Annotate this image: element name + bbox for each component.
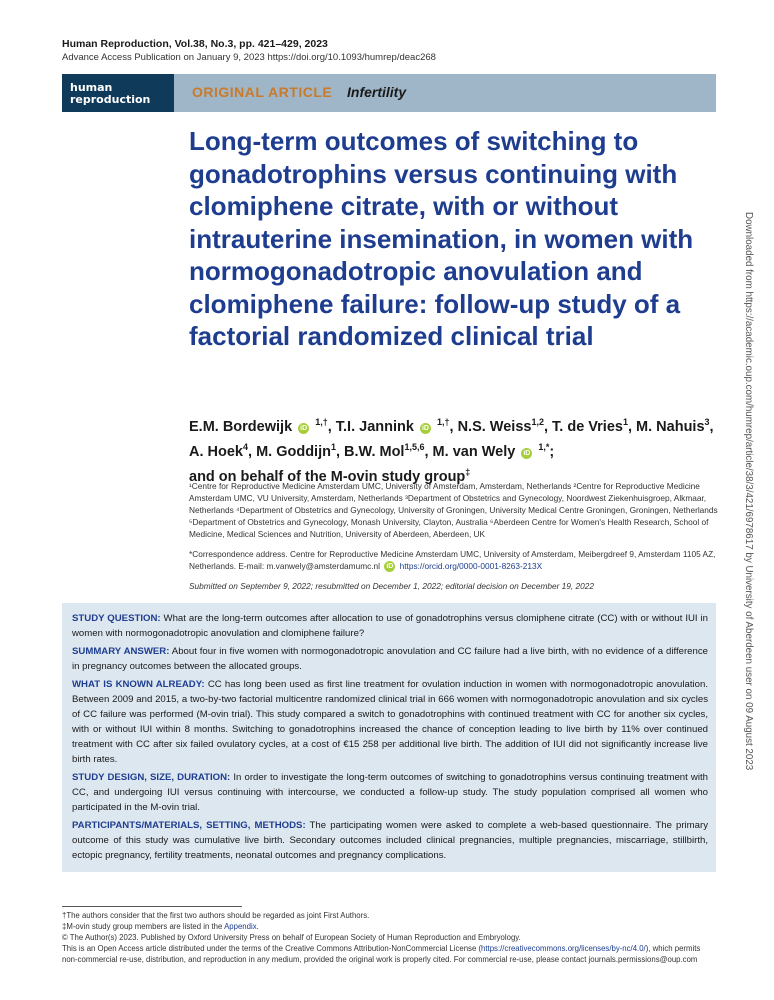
author-list-separator: ; (549, 443, 555, 460)
abstract-box (62, 603, 716, 872)
footnote-joint-authors: †The authors consider that the first two authors should be regarded as joint First Authors. (62, 911, 370, 920)
section-text: The participating women were asked to complete a web-based questionnaire. The primary outcome of this study was cumulative live birth. Secondary outcomes included clinical pregnancies, multiple pregnancies, miscarriage, stillbirth, ectopic pregnancy, fertility treatments, neonatal outcomes and pregnancy complications. (72, 820, 708, 861)
author-affiliation-mark: 1,† (315, 417, 328, 427)
author-list (189, 412, 729, 486)
author-affiliation-mark: 1,2 (531, 417, 544, 427)
journal-logo (62, 74, 174, 112)
download-watermark (740, 212, 760, 792)
section-heading: PARTICIPANTS/MATERIALS, SETTING, METHODS: (72, 820, 306, 831)
journal-citation: Human Reproduction, Vol.38, No.3, pp. 421–429, 2023 (62, 38, 328, 50)
author-name[interactable]: , M. van Wely (424, 443, 516, 460)
abstract-known-already (72, 677, 708, 767)
orcid-icon[interactable]: iD (421, 424, 429, 432)
author-affiliation-mark: 3 (704, 417, 710, 427)
footnote-divider (62, 906, 242, 907)
footnote-text: ‡M-ovin study group members are listed in the (62, 922, 225, 931)
author-name[interactable]: , B.W. Mol (336, 443, 405, 460)
abstract-summary-answer (72, 644, 708, 674)
footnote-text: ), which permits non-commercial re-use, distribution, and reproduction in any medium, provided the original work is properly cited. For commercial re-use, please contact journals.permissions@oup.com (62, 944, 701, 964)
study-group: and on behalf of the M-ovin study group (189, 468, 466, 485)
article-type: ORIGINAL ARTICLE (192, 84, 333, 100)
article-banner (62, 74, 716, 112)
author-name[interactable]: , T. de Vries (543, 418, 623, 435)
study-group-mark: ‡ (465, 466, 471, 477)
author-affiliation-mark: 1,† (437, 417, 450, 427)
section-text: CC has long been used as first line treatment for ovulation induction in women with normogonadotropic anovulation. Between 2009 and 2015, a two-by-two factorial multicentre randomized clinical trial in 666 women with normogonadotropic anovulation and six cycles of CC failure was performed (M-ovin trial). This study compared a switch to gonadotrophins with continued treatment with CC for another six cycles, with or without IUI within 8 months. Switching to gonadotrophins increased the chance of conception leading to live birth by 11% over continued treatment with CC after six failed ovulatory cycles, at a cost of €15 258 per additional live birth. The addition of IUI did not significantly increase live birth rates. (72, 679, 708, 765)
correspondence (189, 548, 719, 572)
author-affiliation-mark: 4 (243, 441, 249, 452)
author-name[interactable]: , M. Nahuis (627, 418, 705, 435)
license-link[interactable]: https://creativecommons.org/licenses/by-nc/4.0/ (481, 944, 646, 953)
author-affiliation-mark: 1 (330, 441, 336, 452)
submission-dates: Submitted on September 9, 2022; resubmitted on December 1, 2022; editorial decision on December 19, 2022 (189, 581, 594, 591)
download-watermark-text: Downloaded from https://academic.oup.com/humrep/article/38/3/421/6978617 by University of Aberdeen user on 09 August 2023 (743, 212, 754, 771)
author-name[interactable]: , T.I. Jannink (327, 418, 414, 435)
author-name[interactable]: E.M. Bordewijk (189, 418, 293, 435)
article-title: Long-term outcomes of switching to gonadotrophins versus continuing with clomiphene citrate, with or without intrauterine insemination, in women with normogonadotropic anovulation and clomiphene failure: follow-up study of a factorial randomized clinical trial (189, 126, 694, 351)
orcid-icon[interactable]: iD (523, 449, 531, 457)
affiliations: ¹Centre for Reproductive Medicine Amsterdam UMC, University of Amsterdam, Amsterdam, Netherlands ²Centre for Reproductive Medicine Amsterdam UMC, VU University, Amsterdam, Netherlands ³Department of Obstetrics and Gynecology, Noordwest Ziekenhuisgroep, Alkmaar, Netherlands ⁴Department of Obstetrics and Gynecology, University of Groningen, University Medical Centre Groningen, Groningen, Netherlands ⁵Department of Obstetrics and Gynecology, Monash University, Clayton, Australia ⁶Aberdeen Centre for Women's Health Research, School of Medicine, Medical Sciences and Nutrition, University of Aberdeen, Aberdeen, UK (189, 481, 718, 539)
orcid-icon[interactable]: iD (386, 563, 394, 570)
section-text: About four in five women with normogonadotropic anovulation and CC failure had a live birth, with no evidence of a difference in pregnancy outcomes between the allocated groups. (72, 646, 708, 672)
section-heading: STUDY QUESTION: (72, 613, 161, 624)
correspondence-text: *Correspondence address. Centre for Reproductive Medicine Amsterdam UMC, University of Amsterdam, Meibergdreef 9, Amsterdam 1105 AZ, Netherlands. E-mail: m.vanwely@amsterdamumc.nl (189, 549, 716, 571)
author-name[interactable]: , A. Hoek (189, 418, 714, 460)
author-affiliation-mark: 1,* (538, 441, 550, 452)
logo-line-1: human (70, 81, 113, 94)
section-text: In order to investigate the long-term outcomes of switching to gonadotrophins versus continuing treatment with CC, and undergoing IUI versus continuing with intercourse, we conducted a follow-up study. The study population comprised all women who participated in the M-ovin trial. (72, 772, 708, 813)
section-heading: STUDY DESIGN, SIZE, DURATION: (72, 772, 231, 783)
footnote-license (62, 943, 716, 965)
publication-info: Advance Access Publication on January 9, 2023 https://doi.org/10.1093/humrep/deac268 (62, 52, 436, 63)
abstract-participants (72, 818, 708, 863)
author-affiliation-mark: 1,5,6 (404, 441, 425, 452)
orcid-link[interactable]: https://orcid.org/0000-0001-8263-213X (399, 561, 543, 571)
author-affiliation-mark: 1 (622, 417, 628, 427)
abstract-study-design (72, 770, 708, 815)
section-text: What are the long-term outcomes after allocation to use of gonadotrophins versus clomiphene citrate (CC) with or without IUI in women with normogonadotropic anovulation and clomiphene failure? (72, 613, 708, 639)
footnote-text: . (256, 922, 259, 931)
appendix-link[interactable]: Appendix (224, 922, 257, 931)
article-topic: Infertility (347, 84, 407, 100)
orcid-icon[interactable]: iD (300, 424, 308, 432)
footnotes (62, 906, 716, 965)
logo-line-2: reproduction (70, 93, 151, 106)
author-name[interactable]: , N.S. Weiss (449, 418, 532, 435)
footnote-copyright: © The Author(s) 2023. Published by Oxford University Press on behalf of European Society of Human Reproduction and Embryology. (62, 933, 521, 942)
footnote-study-group (62, 921, 716, 932)
abstract-study-question (72, 611, 708, 641)
section-heading: SUMMARY ANSWER: (72, 646, 170, 657)
section-heading: WHAT IS KNOWN ALREADY: (72, 679, 205, 690)
author-name[interactable]: , M. Goddijn (248, 443, 331, 460)
footnote-text: This is an Open Access article distributed under the terms of the Creative Commons Attribution-NonCommercial License ( (62, 944, 482, 953)
